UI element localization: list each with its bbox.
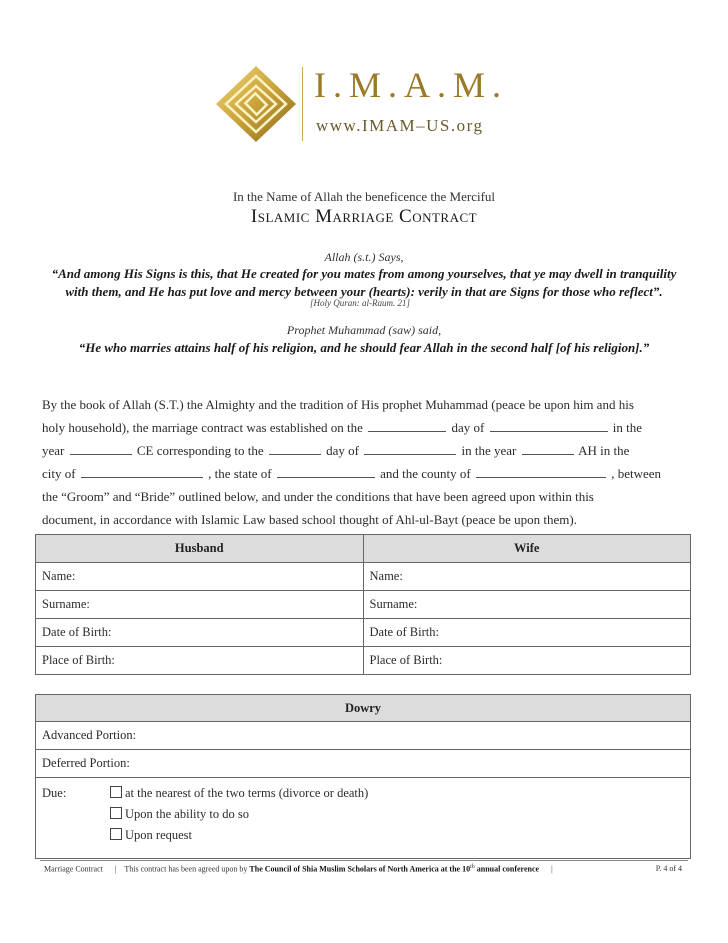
footer-text: This contract has been agreed upon by: [124, 864, 248, 874]
paragraph-line: [42, 439, 692, 462]
table-row: [36, 778, 691, 859]
footer: [44, 864, 688, 874]
footer-doc-name: Marriage Contract: [44, 864, 103, 874]
checkbox[interactable]: [110, 786, 122, 798]
footer-council: The Council of Shia Muslim Scholars of North America at the 10: [249, 864, 471, 874]
table-row: [36, 619, 691, 647]
option-label: Upon the ability to do so: [125, 807, 249, 821]
advanced-portion-field[interactable]: Advanced Portion:: [36, 722, 691, 750]
table-row: [36, 563, 691, 591]
allah-says: Allah (s.t.) Says,: [324, 250, 404, 264]
footer-conference: annual conference: [476, 864, 540, 874]
footer-sup: th: [470, 864, 475, 870]
basmala: In the Name of Allah the beneficence the Merciful: [232, 189, 496, 204]
text: in the year: [461, 443, 517, 458]
verse-reference: [Holy Quran: al-Raum. 21]: [310, 298, 410, 308]
husband-name-field[interactable]: Name:: [36, 563, 364, 591]
table-row: [36, 750, 691, 778]
imam-logo: [214, 64, 534, 144]
paragraph-line: By the book of Allah (S.T.) the Almighty and the tradition of His prophet Muhammad (peace be upon him and his: [42, 397, 634, 412]
text: day of: [326, 443, 359, 458]
due-option-ability[interactable]: [110, 807, 249, 822]
month-blank[interactable]: [490, 419, 608, 432]
due-label: Due:: [42, 786, 67, 800]
table-row: [36, 647, 691, 675]
text: AH in the: [578, 443, 630, 458]
due-option-terms[interactable]: [110, 786, 368, 801]
contract-paragraph: [42, 393, 692, 531]
state-blank[interactable]: [277, 465, 375, 478]
dowry-table: [35, 694, 691, 859]
option-label: Upon request: [125, 828, 192, 842]
text: CE corresponding to the: [136, 443, 264, 458]
text: in the: [612, 420, 643, 435]
checkbox[interactable]: [110, 828, 122, 840]
option-label: at the nearest of the two terms (divorce or death): [125, 786, 369, 800]
hadith: “He who marries attains half of his religion, and he should fear Allah in the second half [of his religion].”: [78, 340, 650, 355]
paragraph-line: [42, 462, 692, 485]
wife-surname-field[interactable]: Surname:: [363, 591, 691, 619]
husband-pob-field[interactable]: Place of Birth:: [36, 647, 364, 675]
footer-separator: |: [114, 864, 117, 874]
wife-name-field[interactable]: Name:: [363, 563, 691, 591]
hijri-month-blank[interactable]: [364, 442, 456, 455]
imam-emblem-icon: [214, 64, 298, 144]
org-name: I.M.A.M.: [314, 65, 509, 105]
checkbox[interactable]: [110, 807, 122, 819]
day-blank[interactable]: [368, 419, 446, 432]
dowry-header: Dowry: [36, 695, 691, 722]
county-blank[interactable]: [476, 465, 606, 478]
wife-dob-field[interactable]: Date of Birth:: [363, 619, 691, 647]
paragraph-line: [42, 416, 692, 439]
wife-pob-field[interactable]: Place of Birth:: [363, 647, 691, 675]
table-row: [36, 591, 691, 619]
year-ce-blank[interactable]: [70, 442, 132, 455]
org-website: www.IMAM–US.org: [316, 116, 484, 135]
due-option-request[interactable]: [110, 828, 192, 843]
quran-verse: [30, 265, 698, 301]
due-cell: [36, 778, 691, 859]
deferred-portion-field[interactable]: Deferred Portion:: [36, 750, 691, 778]
wife-header: Wife: [363, 535, 691, 563]
page-title: Islamic Marriage Contract: [250, 206, 478, 227]
city-blank[interactable]: [81, 465, 203, 478]
footer-separator: |: [551, 864, 553, 874]
verse-line: “And among His Signs is this, that He created for you mates from among yourselves, that ye may dwell in tranquility: [51, 266, 677, 281]
prophet-said: Prophet Muhammad (saw) said,: [286, 323, 442, 337]
husband-dob-field[interactable]: Date of Birth:: [36, 619, 364, 647]
husband-surname-field[interactable]: Surname:: [36, 591, 364, 619]
footer-divider: [40, 860, 688, 861]
text: year: [42, 443, 65, 458]
text: day of: [451, 420, 485, 435]
paragraph-line: the “Groom” and “Bride” outlined below, and under the conditions that have been agreed upon within this: [42, 489, 594, 504]
paragraph-line: document, in accordance with Islamic Law based school thought of Ahl-ul-Bayt (peace be upon them).: [42, 512, 577, 527]
text: , the state of: [208, 466, 272, 481]
hijri-day-blank[interactable]: [269, 442, 321, 455]
text: , between: [611, 466, 662, 481]
table-row: [36, 722, 691, 750]
text: city of: [42, 466, 76, 481]
parties-table: [35, 534, 691, 675]
verse-line: with them, and He has put love and mercy between your (hearts): verily in that are Signs for those who reflect”.: [65, 284, 663, 299]
year-ah-blank[interactable]: [522, 442, 574, 455]
logo-divider: [302, 67, 303, 141]
text: holy household), the marriage contract was established on the: [42, 420, 363, 435]
husband-header: Husband: [36, 535, 364, 563]
text: and the county of: [380, 466, 471, 481]
page-number: P. 4 of 4: [655, 864, 682, 873]
